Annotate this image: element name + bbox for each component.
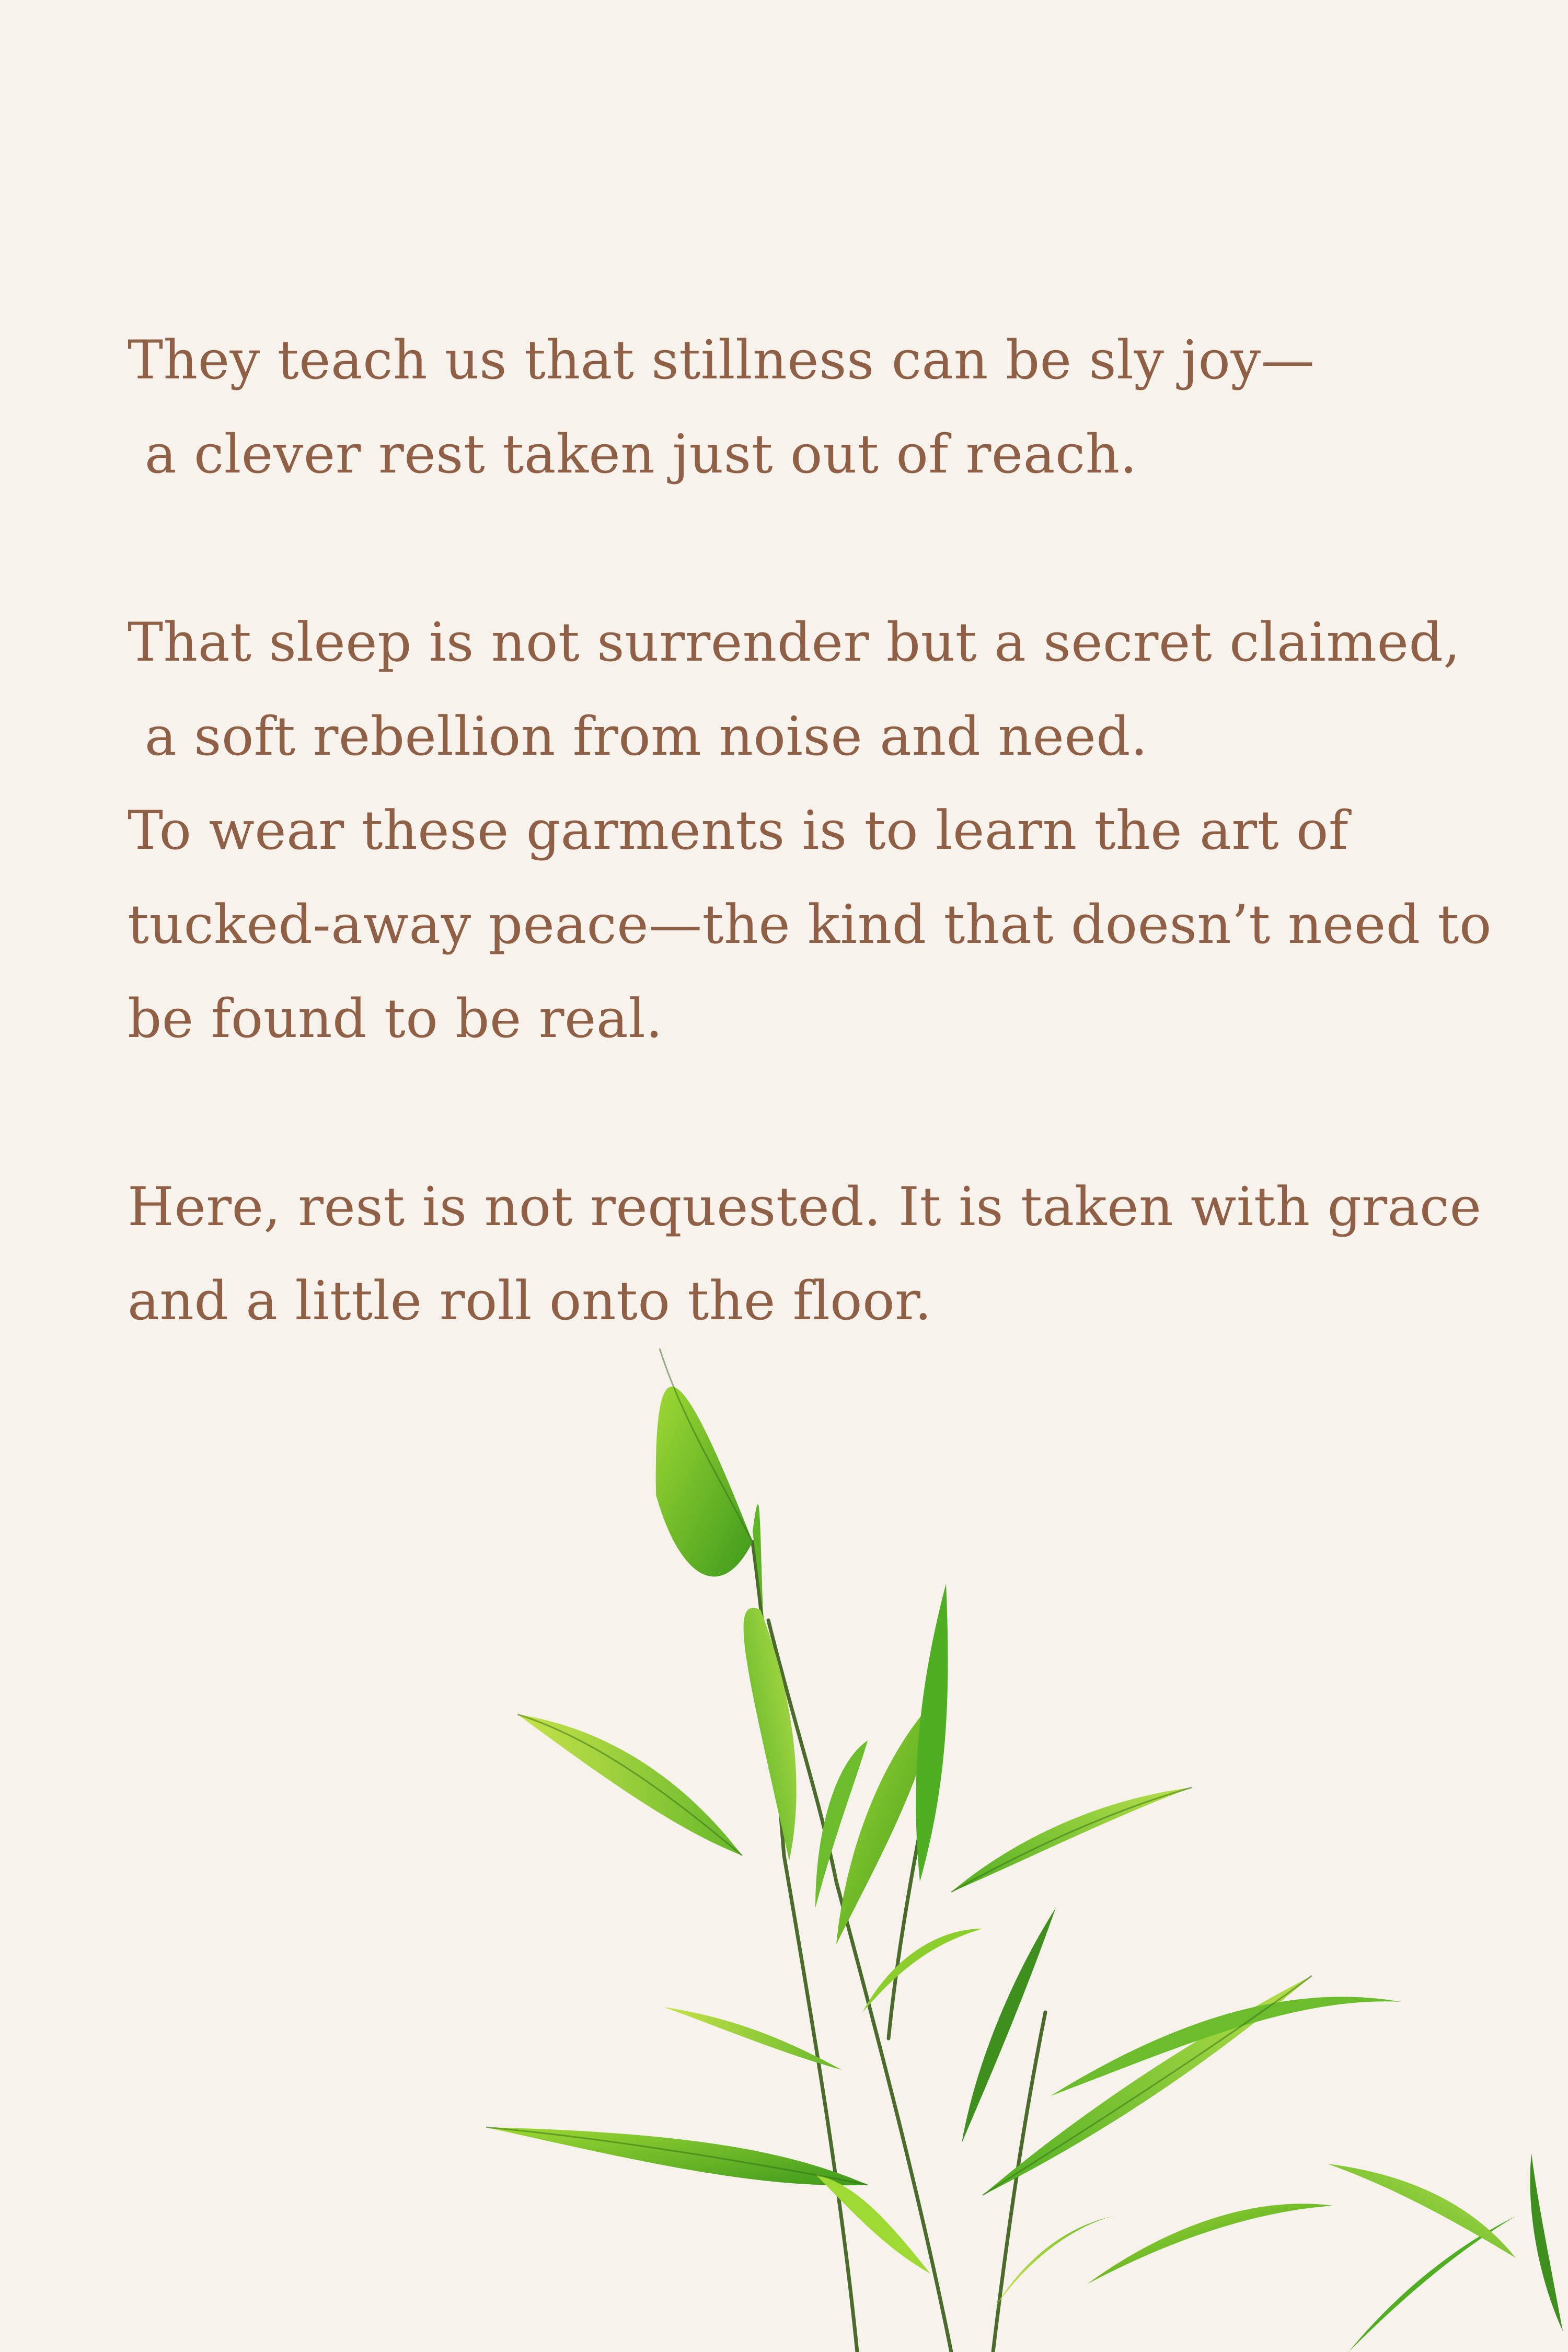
leaf [815, 2174, 930, 2274]
poem-line: a soft rebellion from noise and need. [128, 706, 1148, 768]
leaf [486, 2127, 868, 2185]
leaf [1348, 2216, 1516, 2352]
poem-line: Here, rest is not requested. It is taken with grace [128, 1176, 1482, 1238]
poem-stanza-3 [128, 1160, 1486, 1348]
leaf [815, 1740, 868, 1908]
leaf [983, 1976, 1312, 2195]
leaf [1087, 2204, 1333, 2284]
leaf [1530, 2153, 1563, 2331]
leaf [836, 1693, 941, 1944]
leaf [962, 1908, 1056, 2143]
poem-text [128, 314, 1492, 1443]
leaf [862, 1929, 983, 2012]
leaf [664, 2007, 841, 2070]
leaf [744, 1608, 797, 1861]
poem-line: They teach us that stillness can be sly joy— [128, 329, 1315, 391]
poem-stanza-1 [128, 314, 1486, 502]
leaf-group [486, 1387, 1563, 2352]
leaf [1051, 1997, 1401, 2096]
leaf [517, 1714, 742, 1855]
leaf [951, 1788, 1192, 1892]
poem-line: and a little roll onto the floor. [128, 1270, 932, 1332]
poem-line: tucked-away peace—the kind that doesn’t need to [128, 894, 1492, 956]
poem-line: To wear these garments is to learn the art of [128, 800, 1349, 862]
poem-line: a clever rest taken just out of reach. [128, 423, 1137, 486]
poem-stanza-2 [128, 596, 1492, 1066]
leaf [993, 2216, 1113, 2310]
leaf [753, 1504, 773, 1725]
poem-line: be found to be real. [128, 988, 663, 1050]
leaf [916, 1584, 948, 1882]
poem-line: That sleep is not surrender but a secret claimed, [128, 612, 1461, 674]
leaf [1328, 2164, 1516, 2258]
